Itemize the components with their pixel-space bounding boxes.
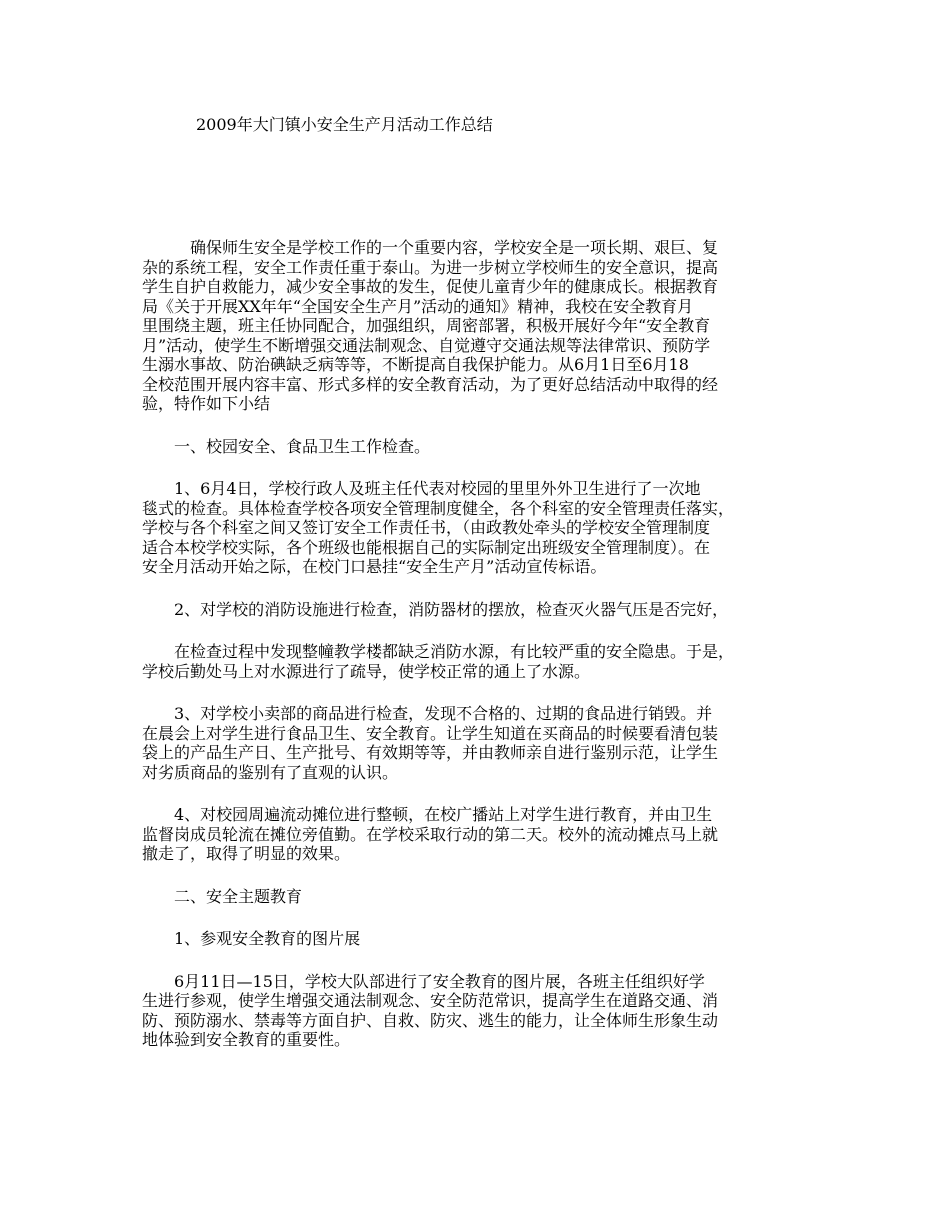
paragraph-exhibition <box>142 972 824 1050</box>
text-line: 学校后勤处马上对水源进行了疏导，使学校正常的通上了水源。 <box>142 661 591 681</box>
section-heading-safety-theme <box>142 887 824 907</box>
text-line: 里围绕主题，班主任协同配合，加强组织，周密部署，积极开展好今年“安全教育 <box>142 316 711 335</box>
text-line: 2、对学校的消防设施进行检查，消防器材的摆放，检查灭火器气压是否完好， <box>142 599 729 619</box>
text-line: 在晨会上对学生进行食品卫生、安全教育。让学生知道在买商品的时候要看清包装 <box>142 723 719 743</box>
paragraph-spacer <box>142 456 824 479</box>
paragraph-spacer <box>142 906 824 929</box>
text-line: 一、校园安全、食品卫生工作检查。 <box>142 436 431 456</box>
paragraph-spacer <box>142 681 824 704</box>
paragraph-item-2-continued <box>142 642 824 681</box>
text-line: 1、参观安全教育的图片展 <box>142 929 361 948</box>
document-title: 2009年大门镇小安全生产月活动工作总结 <box>196 115 493 134</box>
paragraph-spacer <box>142 949 824 972</box>
text-line: 适合本校学校实际，各个班级也能根据自己的实际制定出班级安全管理制度）。在 <box>142 537 711 557</box>
text-line: 杂的系统工程，安全工作责任重于泰山。为进一步树立学校师生的安全意识，提高 <box>142 257 719 277</box>
text-line: 在检查过程中发现整幢教学楼都缺乏消防水源，有比较严重的安全隐患。于是， <box>142 642 735 661</box>
paragraph-spacer <box>142 577 824 600</box>
paragraph-intro <box>142 238 824 414</box>
text-line: 1、6月4日，学校行政人及班主任代表对校园的里里外外卫生进行了一次地 <box>142 479 701 498</box>
text-line: 地体验到安全教育的重要性。 <box>142 1030 351 1049</box>
document-body <box>142 238 824 1050</box>
text-line: 毯式的检查。具体检查学校各项安全管理制度健全，各个科室的安全管理责任落实， <box>142 498 735 518</box>
text-line: 局《关于开展XX年年“全国安全生产月”活动的通知》精神，我校在安全教育月 <box>142 296 694 316</box>
paragraph-item-4 <box>142 805 824 864</box>
text-line: 6月11日—15日，学校大队部进行了安全教育的图片展，各班主任组织好学 <box>142 971 705 991</box>
section-heading-campus-safety <box>142 437 824 457</box>
paragraph-spacer <box>142 782 824 805</box>
text-line: 监督岗成员轮流在摊位旁值勤。在学校采取行动的第二天。校外的流动摊点马上就 <box>142 824 719 844</box>
text-line: 安全月活动开始之际，在校门口悬挂“安全生产月”活动宣传标语。 <box>142 557 607 576</box>
paragraph-spacer <box>142 414 824 437</box>
text-line: 验，特作如下小结 <box>142 394 271 413</box>
text-line: 防、预防溺水、禁毒等方面自护、自救、防灾、逃生的能力，让全体师生形象生动 <box>142 1010 719 1030</box>
text-line: 学校与各个科室之间又签订安全工作责任书，（由政教处牵头的学校安全管理制度 <box>142 518 711 537</box>
paragraph-item-1 <box>142 479 824 577</box>
text-line: 对劣质商品的鉴别有了直观的认识。 <box>142 762 399 782</box>
paragraph-spacer <box>142 619 824 642</box>
text-line: 全校范围开展内容丰富、形式多样的安全教育活动，为了更好总结活动中取得的经 <box>142 374 719 394</box>
text-line: 撤走了，取得了明显的效果。 <box>142 844 351 863</box>
paragraph-item-3 <box>142 704 824 782</box>
paragraph-item-2 <box>142 600 824 620</box>
text-line: 二、安全主题教育 <box>142 886 303 906</box>
text-line: 4、对校园周遍流动摊位进行整顿，在校广播站上对学生进行教育，并由卫生 <box>142 805 713 824</box>
paragraph-spacer <box>142 864 824 887</box>
text-line: 确保师生安全是学校工作的一个重要内容，学校安全是一项长期、艰巨、复 <box>142 238 719 257</box>
text-line: 学生自护自救能力，减少安全事故的发生，促使儿童青少年的健康成长。根据教育 <box>142 277 719 296</box>
text-line: 生进行参观，使学生增强交通法制观念、安全防范常识，提高学生在道路交通、消 <box>142 991 719 1010</box>
subheading-photo-exhibition <box>142 929 824 949</box>
text-line: 袋上的产品生产日、生产批号、有效期等等，并由教师亲自进行鉴别示范，让学生 <box>142 743 719 762</box>
text-line: 3、对学校小卖部的商品进行检查，发现不合格的、过期的食品进行销毁。并 <box>142 704 713 723</box>
text-line: 生溺水事故、防治碘缺乏病等等，不断提高自我保护能力。从6月1日至6月18 <box>142 355 689 374</box>
text-line: 月”活动，使学生不断增强交通法制观念、自觉遵守交通法规等法律常识、预防学 <box>142 335 711 355</box>
